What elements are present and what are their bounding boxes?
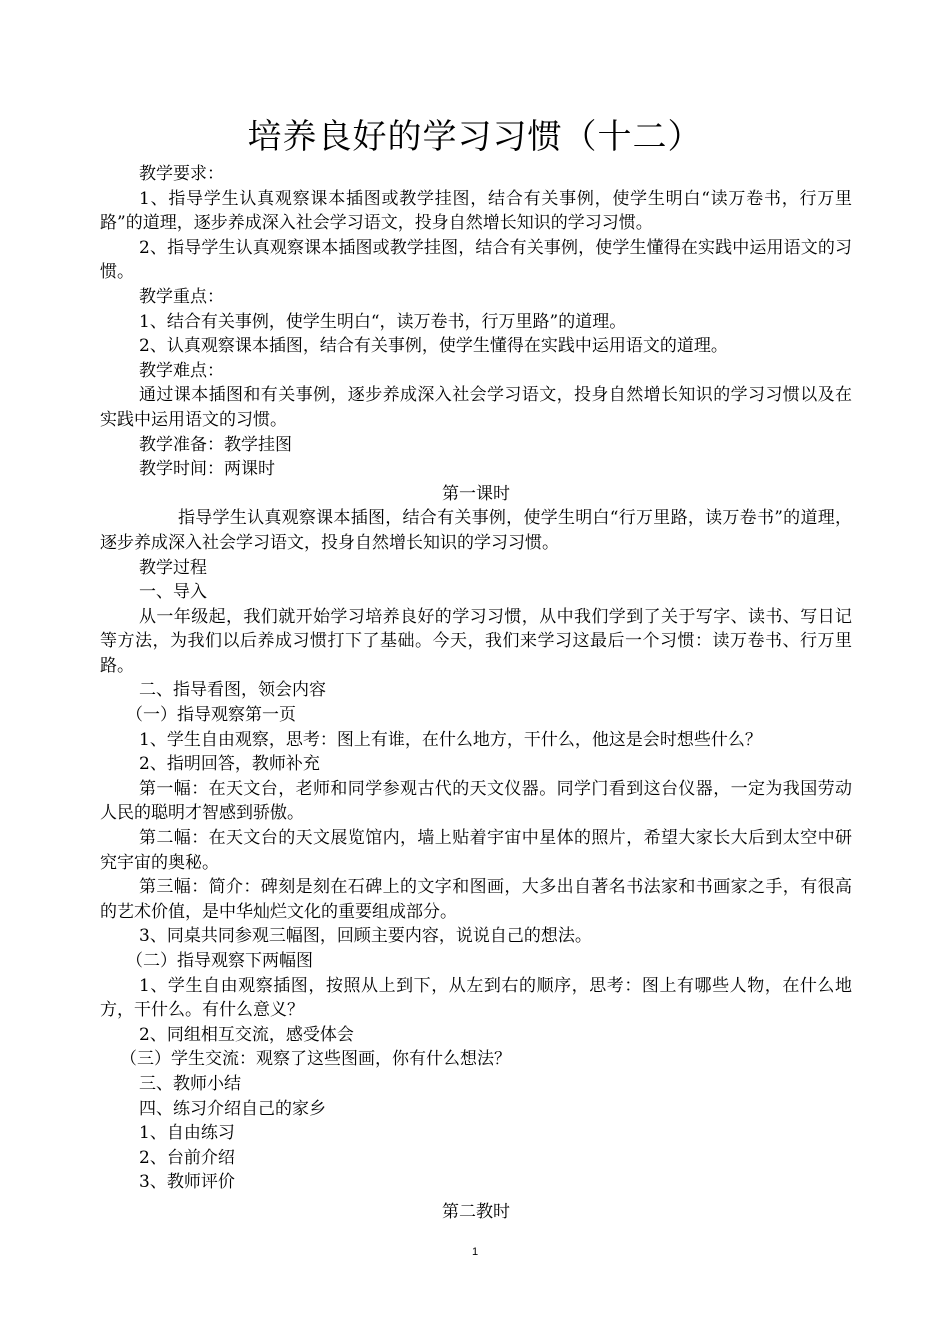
lesson-heading-second: 第二教时: [442, 1201, 510, 1222]
paragraph: 2、指明回答，教师补充: [139, 754, 320, 775]
section-heading-difficulties: 教学难点：: [139, 360, 224, 381]
paragraph: 从一年级起，我们就开始学习培养良好的学习习惯，从中我们学到了关于写字、读书、写日记等方法，为我们以后养成习惯打下了基础。今天，我们来学习这最后一个习惯：读万卷书、行万里路。: [100, 606, 852, 676]
paragraph: 第二幅：在天文台的天文展览馆内，墙上贴着宇宙中星体的照片，希望大家长大后到太空中研究宇宙的奥秘。: [100, 828, 852, 873]
paragraph: 2、认真观察课本插图，结合有关事例，使学生懂得在实践中运用语文的道理。: [139, 336, 728, 357]
paragraph: 二、指导看图，领会内容: [139, 680, 326, 701]
document-body: [100, 162, 852, 1225]
paragraph: 通过课本插图和有关事例，逐步养成深入社会学习语文，投身自然增长知识的学习习惯以及在实践中运用语文的习惯。: [100, 385, 852, 430]
paragraph: 四、练习介绍自己的家乡: [139, 1098, 326, 1119]
paragraph: 指导学生认真观察课本插图，结合有关事例，使学生明白“行万里路，读万卷书”的道理，逐步养成深入社会学习语文，投身自然增长知识的学习习惯。: [100, 508, 852, 553]
paragraph: 3、同桌共同参观三幅图，回顾主要内容，说说自己的想法。: [139, 926, 592, 947]
paragraph: 一、导入: [139, 582, 207, 603]
paragraph: （一）指导观察第一页: [126, 705, 296, 726]
paragraph: 2、台前介绍: [139, 1147, 235, 1168]
paragraph: 1、学生自由观察插图，按照从上到下，从左到右的顺序，思考：图上有哪些人物，在什么地方，干什么。有什么意义？: [100, 975, 852, 1021]
paragraph: 1、指导学生认真观察课本插图或教学挂图，结合有关事例，使学生明白“读万卷书，行万里路”的道理，逐步养成深入社会学习语文，投身自然增长知识的学习习惯。: [100, 188, 852, 234]
document-title: 培养良好的学习习惯（十二）: [247, 117, 703, 157]
paragraph: （二）指导观察下两幅图: [126, 951, 313, 971]
page-number: 1: [471, 1246, 479, 1258]
paragraph: 第一幅：在天文台，老师和同学参观古代的天文仪器。同学门看到这台仪器，一定为我国劳动人民的聪明才智感到骄傲。: [100, 778, 852, 824]
paragraph: 1、自由练习: [139, 1123, 235, 1144]
paragraph: 教学准备：教学挂图: [139, 434, 292, 455]
paragraph: 教学时间：两课时: [139, 459, 275, 480]
section-heading-requirements: 教学要求：: [139, 164, 224, 184]
section-heading-key-points: 教学重点：: [139, 286, 224, 307]
paragraph: 第三幅：简介：碑刻是刻在石碑上的文字和图画，大多出自著名书法家和书画家之手，有很高的艺术价值，是中华灿烂文化的重要组成部分。: [100, 877, 852, 922]
paragraph: （三）学生交流：观察了这些图画，你有什么想法？: [120, 1049, 511, 1070]
paragraph: 三、教师小结: [139, 1073, 241, 1094]
section-heading-process: 教学过程: [139, 557, 207, 578]
paragraph: 2、指导学生认真观察课本插图或教学挂图，结合有关事例，使学生懂得在实践中运用语文的习惯。: [100, 237, 852, 283]
paragraph: 3、教师评价: [139, 1172, 235, 1193]
paragraph: 1、学生自由观察，思考：图上有谁，在什么地方，干什么，他这是会时想些什么？: [139, 729, 762, 750]
lesson-heading-first: 第一课时: [442, 483, 510, 504]
paragraph: 1、结合有关事例，使学生明白“，读万卷书，行万里路”的道理。: [139, 311, 627, 332]
paragraph: 2、同组相互交流，感受体会: [139, 1024, 354, 1045]
